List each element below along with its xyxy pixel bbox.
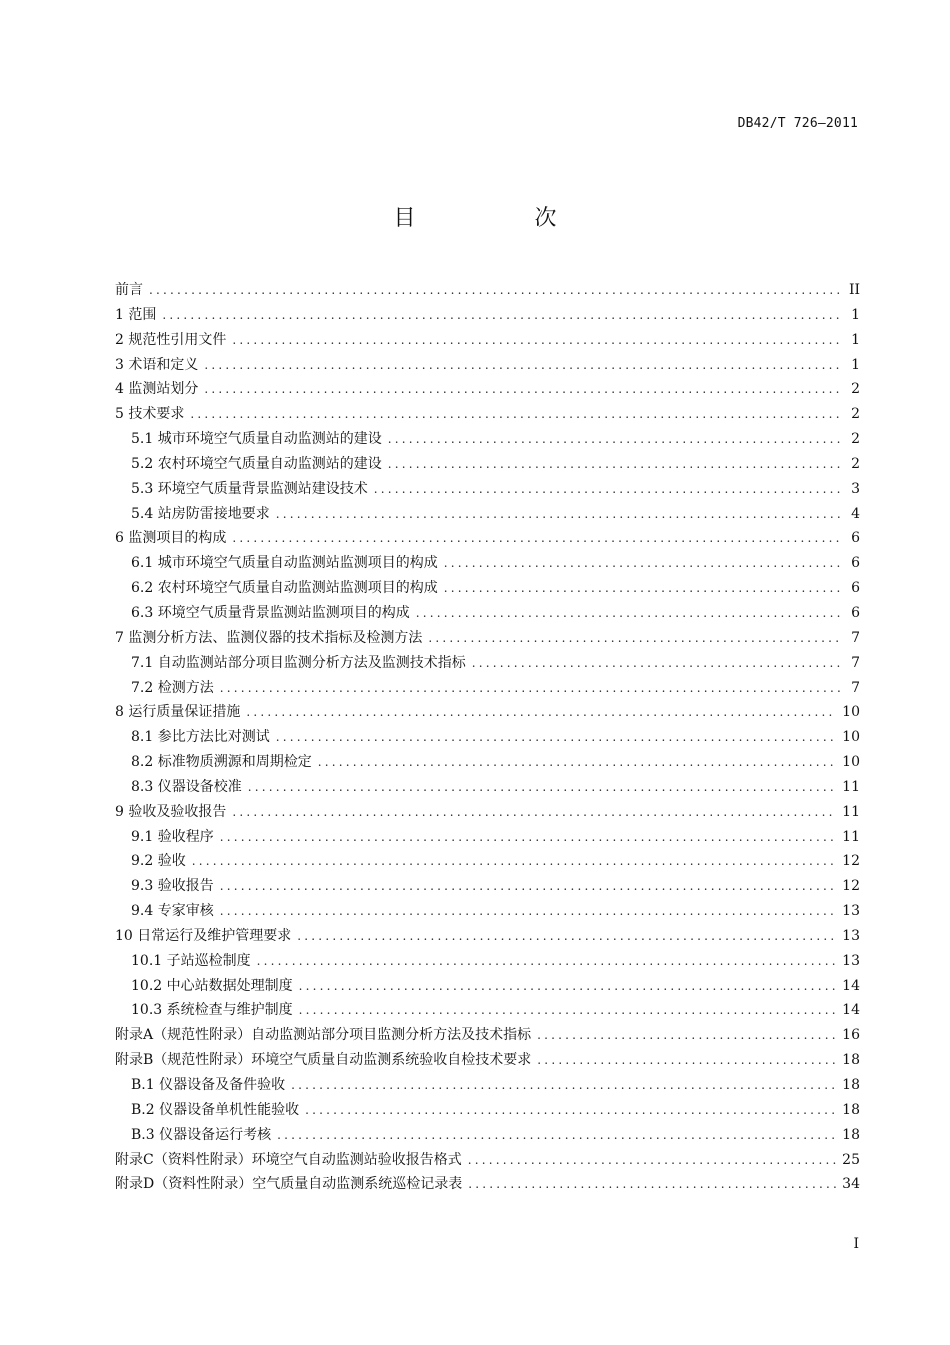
toc-entry-title: 8.2 标准物质溯源和周期检定 [131, 754, 312, 771]
toc-entry-title: 1 范围 [115, 306, 157, 323]
toc-entry-title: 8 运行质量保证措施 [115, 704, 241, 721]
toc-entry-title: 10.1 子站巡检制度 [131, 952, 251, 969]
toc-entry[interactable] [115, 849, 860, 874]
toc-leader-dots [416, 601, 840, 626]
toc-entry[interactable] [115, 949, 860, 974]
toc-entry-page: 2 [851, 406, 860, 423]
toc-entry[interactable] [115, 899, 860, 924]
toc-entry-page: 1 [851, 331, 860, 348]
toc-entry[interactable] [115, 427, 860, 452]
toc-leader-dots [318, 750, 836, 775]
toc-entry[interactable] [115, 874, 860, 899]
toc-leader-dots [276, 725, 836, 750]
toc-entry-title: 7.2 检测方法 [131, 679, 214, 696]
toc-entry[interactable] [115, 775, 860, 800]
toc-entry-page: 14 [842, 977, 860, 994]
toc-leader-dots [257, 949, 837, 974]
toc-entry[interactable] [115, 576, 860, 601]
toc-entry-title: 附录D（资料性附录）空气质量自动监测系统巡检记录表 [115, 1176, 463, 1193]
toc-entry[interactable] [115, 974, 860, 999]
toc-entry-page: II [848, 282, 860, 298]
toc-entry-title: 5.4 站房防雷接地要求 [131, 505, 270, 522]
toc-leader-dots [204, 353, 840, 378]
standard-code: DB42/T 726—2011 [737, 116, 858, 131]
toc-entry-title: 附录A（规范性附录）自动监测站部分项目监测分析方法及技术指标 [115, 1027, 532, 1044]
toc-leader-dots [149, 278, 840, 303]
toc-leader-dots [444, 551, 840, 576]
toc-entry-page: 3 [851, 480, 860, 497]
toc-entry[interactable] [115, 1023, 860, 1048]
page-number: I [853, 1236, 859, 1252]
toc-entry-page: 11 [842, 803, 860, 820]
toc-entry-page: 10 [842, 729, 860, 746]
toc-leader-dots [297, 924, 836, 949]
toc-entry-title: B.1 仪器设备及备件验收 [131, 1077, 286, 1093]
toc-leader-dots [537, 1023, 836, 1048]
toc-entry-page: 18 [842, 1077, 860, 1093]
toc-entry[interactable] [115, 502, 860, 527]
toc-entry[interactable] [115, 278, 860, 303]
toc-entry-page: 7 [851, 629, 860, 646]
toc-entry[interactable] [115, 303, 860, 328]
toc-leader-dots [276, 502, 840, 527]
toc-leader-dots [162, 303, 840, 328]
toc-leader-dots [468, 1148, 836, 1173]
toc-entry-page: 13 [842, 903, 860, 920]
toc-leader-dots [299, 974, 837, 999]
toc-entry-title: 5 技术要求 [115, 406, 185, 423]
toc-entry-page: 4 [851, 505, 860, 522]
toc-entry-page: 2 [851, 455, 860, 472]
toc-leader-dots [220, 874, 836, 899]
toc-entry-page: 16 [842, 1027, 860, 1044]
toc-entry-page: 25 [842, 1151, 860, 1168]
toc-entry[interactable] [115, 825, 860, 850]
toc-entry-page: 1 [851, 356, 860, 373]
toc-entry-title: 5.2 农村环境空气质量自动监测站的建设 [131, 455, 382, 472]
toc-entry-title: 9 验收及验收报告 [115, 803, 227, 820]
toc-entry-page: 6 [851, 604, 860, 621]
toc-entry[interactable] [115, 725, 860, 750]
toc-leader-dots [468, 1172, 836, 1197]
toc-leader-dots [291, 1073, 836, 1098]
toc-entry[interactable] [115, 998, 860, 1023]
page-title: 目 次 [393, 206, 613, 231]
toc-entry-title: 3 术语和定义 [115, 356, 199, 373]
toc-leader-dots [305, 1098, 836, 1123]
toc-entry-title: 10.2 中心站数据处理制度 [131, 977, 293, 994]
toc-entry-page: 7 [851, 679, 860, 696]
toc-entry-title: 6.1 城市环境空气质量自动监测站监测项目的构成 [131, 555, 438, 572]
toc-entry[interactable] [115, 1098, 860, 1123]
toc-entry-title: 5.3 环境空气质量背景监测站建设技术 [131, 480, 368, 497]
toc-entry-page: 18 [842, 1126, 860, 1143]
toc-entry-page: 7 [851, 654, 860, 671]
toc-entry-page: 6 [851, 555, 860, 572]
toc-leader-dots [190, 402, 840, 427]
toc-leader-dots [204, 377, 840, 402]
toc-leader-dots [374, 477, 840, 502]
toc-leader-dots [428, 626, 840, 651]
toc-entry-title: 4 监测站划分 [115, 381, 199, 398]
toc-entry[interactable] [115, 1172, 860, 1197]
toc-leader-dots [388, 427, 840, 452]
toc-entry-title: 6 监测项目的构成 [115, 530, 227, 547]
toc-entry[interactable] [115, 800, 860, 825]
toc-leader-dots [472, 651, 840, 676]
toc-entry-page: 6 [851, 580, 860, 597]
toc-entry[interactable] [115, 452, 860, 477]
toc-entry[interactable] [115, 402, 860, 427]
toc-entry-page: 18 [842, 1101, 860, 1118]
toc-leader-dots [277, 1123, 836, 1148]
toc-entry[interactable] [115, 377, 860, 402]
toc-entry-page: 10 [842, 704, 860, 721]
toc-entry-page: 2 [851, 431, 860, 448]
toc-leader-dots [192, 849, 836, 874]
toc-leader-dots [220, 676, 840, 701]
toc-entry-title: 9.4 专家审核 [131, 903, 214, 920]
toc-entry-title: 2 规范性引用文件 [115, 331, 227, 348]
toc-entry-page: 11 [842, 828, 860, 845]
toc-entry[interactable] [115, 1048, 860, 1073]
toc-entry-title: 9.2 验收 [131, 853, 186, 870]
toc-entry[interactable] [115, 626, 860, 651]
toc-entry[interactable] [115, 526, 860, 551]
toc-entry-page: 14 [842, 1002, 860, 1019]
toc-entry-title: 10 日常运行及维护管理要求 [115, 927, 292, 944]
toc-entry-title: 6.3 环境空气质量背景监测站监测项目的构成 [131, 604, 410, 621]
toc-entry[interactable] [115, 924, 860, 949]
toc-entry[interactable] [115, 676, 860, 701]
toc-entry-title: 附录B（规范性附录）环境空气质量自动监测系统验收自检技术要求 [115, 1052, 532, 1069]
toc-entry[interactable] [115, 477, 860, 502]
toc-entry-page: 13 [842, 927, 860, 944]
toc-entry-title: 9.1 验收程序 [131, 828, 214, 845]
toc-entry[interactable] [115, 1123, 860, 1148]
toc-entry[interactable] [115, 601, 860, 626]
toc-entry-title: 8.1 参比方法比对测试 [131, 729, 270, 746]
toc-leader-dots [444, 576, 840, 601]
toc-entry-page: 12 [842, 853, 860, 870]
toc-entry[interactable] [115, 353, 860, 378]
toc-leader-dots [232, 800, 836, 825]
toc-entry-page: 18 [842, 1052, 860, 1069]
toc-leader-dots [299, 998, 837, 1023]
toc-entry-title: 前言 [115, 282, 143, 298]
toc-entry-title: 10.3 系统检查与维护制度 [131, 1002, 293, 1019]
toc-entry-title: 6.2 农村环境空气质量自动监测站监测项目的构成 [131, 580, 438, 597]
toc-entry[interactable] [115, 328, 860, 353]
toc-entry-title: 附录C（资料性附录）环境空气自动监测站验收报告格式 [115, 1151, 462, 1168]
toc-leader-dots [388, 452, 840, 477]
toc-entry-page: 10 [842, 754, 860, 771]
toc-entry-title: B.2 仪器设备单机性能验收 [131, 1101, 300, 1118]
toc-leader-dots [246, 700, 836, 725]
toc-entry-title: 7.1 自动监测站部分项目监测分析方法及监测技术指标 [131, 654, 466, 671]
toc-leader-dots [220, 825, 836, 850]
toc-entry-title: 5.1 城市环境空气质量自动监测站的建设 [131, 431, 382, 448]
toc-entry-page: 34 [842, 1176, 860, 1193]
toc-entry-page: 12 [842, 878, 860, 895]
toc-leader-dots [220, 899, 836, 924]
toc-entry[interactable] [115, 1073, 860, 1098]
toc-entry[interactable] [115, 750, 860, 775]
toc-entry-page: 11 [842, 778, 860, 795]
toc-entry[interactable] [115, 651, 860, 676]
toc-entry-title: 7 监测分析方法、监测仪器的技术指标及检测方法 [115, 629, 423, 646]
toc-leader-dots [232, 328, 840, 353]
toc-leader-dots [232, 526, 840, 551]
toc-entry-page: 1 [851, 306, 860, 323]
toc-entry-title: 8.3 仪器设备校准 [131, 778, 242, 795]
toc-leader-dots [537, 1048, 836, 1073]
table-of-contents [115, 278, 860, 1197]
toc-entry-title: B.3 仪器设备运行考核 [131, 1126, 272, 1143]
toc-entry-page: 2 [851, 381, 860, 398]
toc-entry[interactable] [115, 551, 860, 576]
toc-entry[interactable] [115, 1148, 860, 1173]
toc-entry[interactable] [115, 700, 860, 725]
toc-leader-dots [248, 775, 836, 800]
toc-entry-page: 6 [851, 530, 860, 547]
toc-entry-title: 9.3 验收报告 [131, 878, 214, 895]
toc-entry-page: 13 [842, 952, 860, 969]
